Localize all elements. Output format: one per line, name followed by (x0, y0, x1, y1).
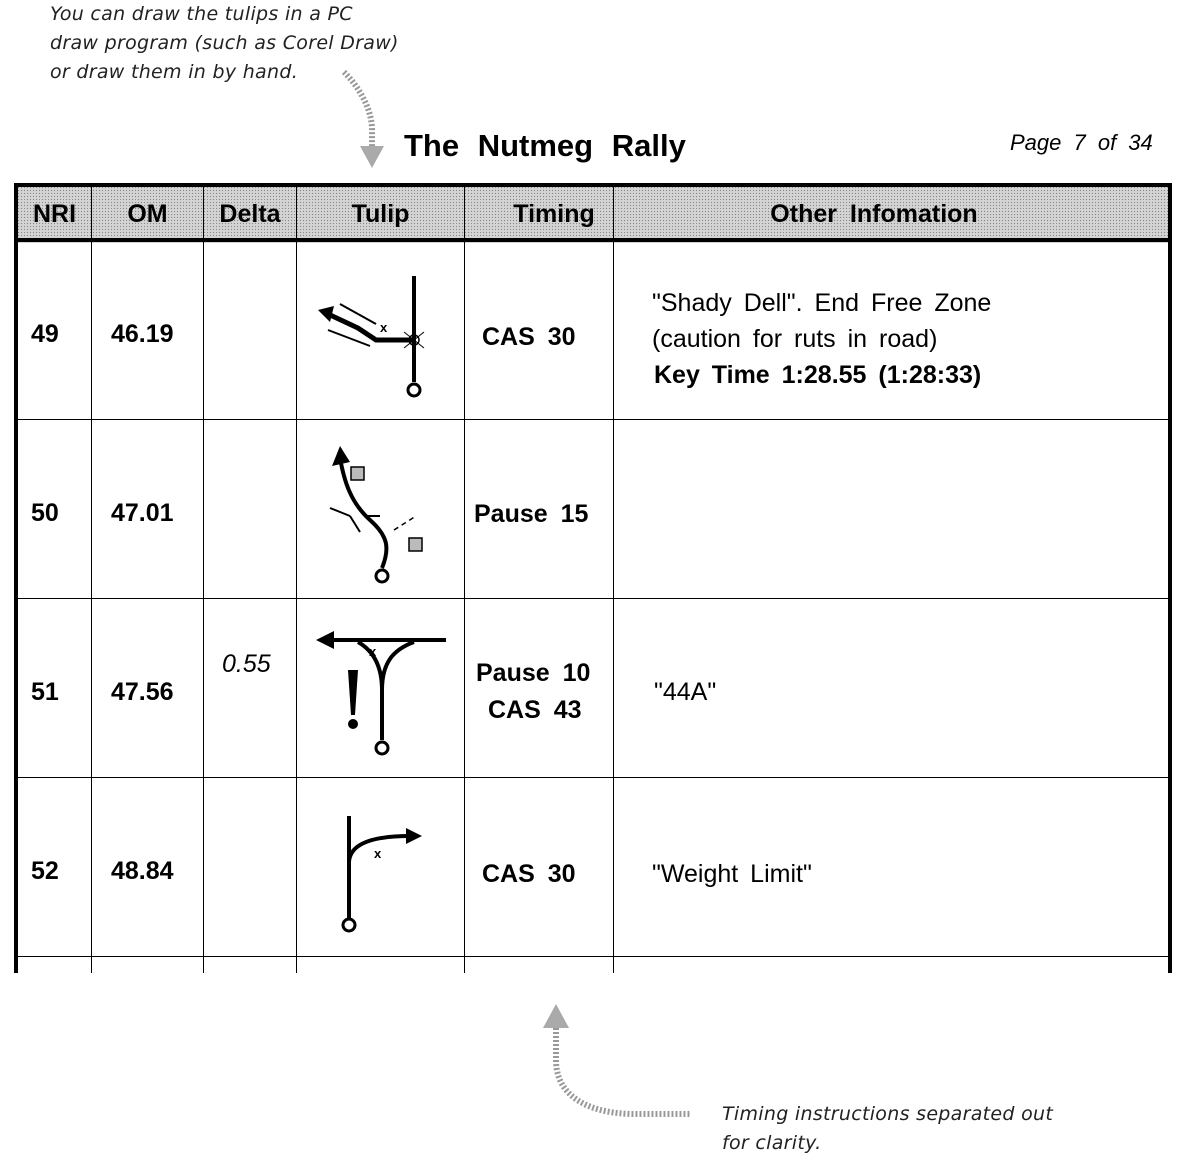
route-instruction-table (14, 183, 1172, 973)
row-49-info-line: (caution for ruts in road) (652, 325, 938, 353)
row-51-delta: 0.55 (222, 650, 271, 678)
row-49-info-line: "Shady Dell". End Free Zone (652, 289, 992, 317)
column-divider (613, 183, 614, 973)
column-divider (203, 183, 204, 973)
column-divider (464, 183, 465, 973)
column-divider (296, 183, 297, 973)
row-52-om: 48.84 (111, 857, 174, 885)
row-50-timing: Pause 15 (474, 500, 589, 528)
row-52-timing: CAS 30 (482, 860, 576, 888)
row-52-info-line: "Weight Limit" (652, 860, 812, 888)
tulip-diagram-left-fork-icon (300, 270, 460, 410)
row-50-nri: 50 (31, 499, 59, 527)
row-49-timing: CAS 30 (482, 323, 576, 351)
row-51-timing-line: Pause 10 (476, 659, 591, 687)
table-right-border (1168, 183, 1172, 973)
row-51-nri: 51 (31, 678, 59, 706)
table-top-border (14, 183, 1172, 187)
table-left-border (14, 183, 18, 973)
table-header-divider (14, 238, 1172, 242)
tulip-diagram-right-turn-icon (300, 800, 460, 950)
col-header-other-information: Other Infomation (770, 200, 978, 228)
row-49-key-time: Key Time 1:28.55 (1:28:33) (654, 361, 982, 389)
row-divider (14, 419, 1172, 420)
row-divider (14, 777, 1172, 778)
row-49-nri: 49 (31, 320, 59, 348)
row-51-timing-line: CAS 43 (488, 696, 582, 724)
row-52-nri: 52 (31, 857, 59, 885)
col-header-om: OM (127, 200, 168, 228)
row-51-om: 47.56 (111, 678, 174, 706)
col-header-delta: Delta (219, 200, 281, 228)
svg-text:x: x (380, 320, 388, 335)
annotation-arrow-up-icon (535, 1000, 705, 1130)
column-divider (91, 183, 92, 973)
bottom-annotation-note: Timing instructions separated out for clarity. (722, 1103, 1054, 1154)
row-divider (14, 598, 1172, 599)
page-title: The Nutmeg Rally (404, 128, 686, 163)
col-header-tulip: Tulip (351, 200, 410, 228)
svg-text:x: x (374, 846, 382, 861)
page-number: Page 7 of 34 (1010, 130, 1153, 155)
svg-text:x: x (369, 644, 377, 659)
row-49-om: 46.19 (111, 320, 174, 348)
top-annotation-note: You can draw the tulips in a PC draw program (such as Corel Draw) or draw them in by hand. (50, 3, 399, 83)
row-51-info-line: "44A" (654, 678, 717, 706)
annotation-arrow-down-icon (330, 70, 410, 180)
row-divider (14, 956, 1172, 957)
col-header-nri: NRI (32, 200, 77, 228)
tulip-diagram-t-left-caution-icon (300, 620, 460, 770)
tulip-diagram-bear-left-icon (300, 440, 460, 590)
col-header-timing: Timing (513, 200, 595, 228)
row-50-om: 47.01 (111, 499, 174, 527)
